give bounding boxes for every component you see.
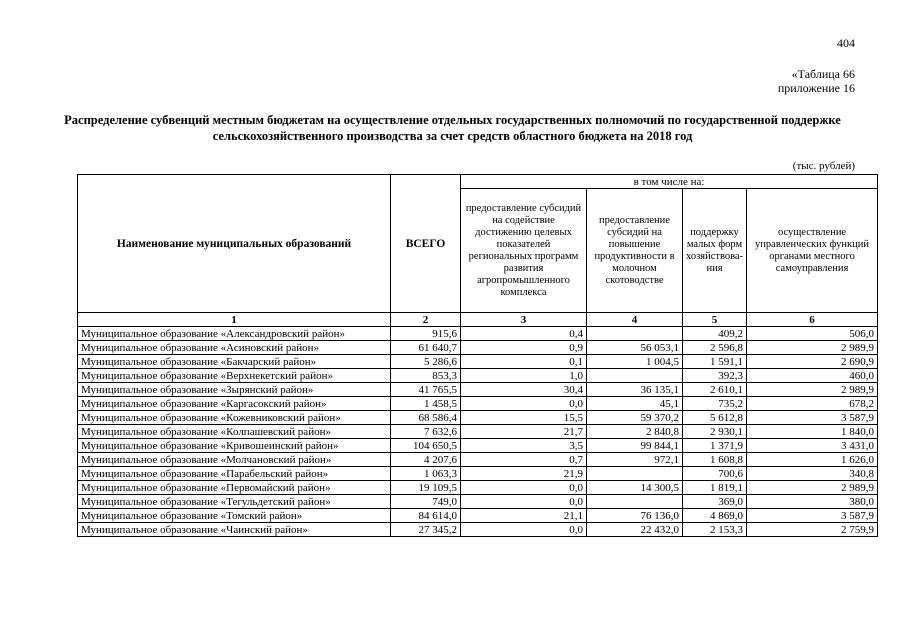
total-value: 5 286,6 — [391, 355, 461, 369]
management-functions-value: 3 587,9 — [747, 411, 878, 425]
table-row — [78, 495, 878, 509]
table-row — [78, 509, 878, 523]
municipality-name: Муниципальное образование «Чаинский район» — [78, 523, 391, 537]
municipality-name: Муниципальное образование «Томский район» — [78, 509, 391, 523]
management-functions-value: 678,2 — [747, 397, 878, 411]
table-row — [78, 369, 878, 383]
management-functions-value: 380,0 — [747, 495, 878, 509]
management-functions-value: 2 989,9 — [747, 341, 878, 355]
page-number: 404 — [837, 36, 855, 50]
total-value: 1 458,5 — [391, 397, 461, 411]
table-row — [78, 355, 878, 369]
management-functions-value: 506,0 — [747, 327, 878, 341]
dairy-subsidy-value: 2 840,8 — [587, 425, 683, 439]
management-functions-value: 460,0 — [747, 369, 878, 383]
table-reference-line1: «Таблица 66 — [791, 67, 855, 81]
agro-program-value: 0,1 — [461, 355, 587, 369]
small-farms-value: 700,6 — [683, 467, 747, 481]
management-functions-value: 1 626,0 — [747, 453, 878, 467]
total-value: 749,0 — [391, 495, 461, 509]
agro-program-value: 0,0 — [461, 397, 587, 411]
small-farms-value: 2 610,1 — [683, 383, 747, 397]
column-number: 4 — [587, 313, 683, 327]
management-functions-value: 340,8 — [747, 467, 878, 481]
total-value: 27 345,2 — [391, 523, 461, 537]
small-farms-value: 409,2 — [683, 327, 747, 341]
units-label: (тыс. рублей) — [792, 160, 855, 172]
municipality-name: Муниципальное образование «Каргасокский район» — [78, 397, 391, 411]
table-row — [78, 481, 878, 495]
total-value: 7 632,6 — [391, 425, 461, 439]
dairy-subsidy-value — [587, 369, 683, 383]
management-functions-value: 2 989,9 — [747, 481, 878, 495]
management-functions-value: 2 989,9 — [747, 383, 878, 397]
dairy-subsidy-value: 45,1 — [587, 397, 683, 411]
agro-program-value: 3,5 — [461, 439, 587, 453]
dairy-subsidy-value: 76 136,0 — [587, 509, 683, 523]
total-value: 19 109,5 — [391, 481, 461, 495]
agro-program-value: 1,0 — [461, 369, 587, 383]
small-farms-value: 1 608,8 — [683, 453, 747, 467]
management-functions-value: 3 431,0 — [747, 439, 878, 453]
small-farms-value: 369,0 — [683, 495, 747, 509]
small-farms-value: 5 612,8 — [683, 411, 747, 425]
table-row — [78, 383, 878, 397]
table-row — [78, 467, 878, 481]
table-row — [78, 411, 878, 425]
header-total: ВСЕГО — [391, 175, 461, 313]
dairy-subsidy-value: 36 135,1 — [587, 383, 683, 397]
small-farms-value: 4 869,0 — [683, 509, 747, 523]
dairy-subsidy-value — [587, 467, 683, 481]
table-row — [78, 327, 878, 341]
dairy-subsidy-value: 99 844,1 — [587, 439, 683, 453]
column-number: 6 — [747, 313, 878, 327]
dairy-subsidy-value — [587, 495, 683, 509]
header-col3: предоставление субсидий на содействие достижению целевых показателей региональных программ развития агропромышленного комплекса — [461, 189, 587, 313]
small-farms-value: 2 930,1 — [683, 425, 747, 439]
header-col6: осуществление управленческих функций органами местного самоуправления — [747, 189, 878, 313]
municipality-name: Муниципальное образование «Асиновский район» — [78, 341, 391, 355]
total-value: 853,3 — [391, 369, 461, 383]
agro-program-value: 0,0 — [461, 495, 587, 509]
table-body — [78, 327, 878, 537]
municipality-name: Муниципальное образование «Верхнекетский район» — [78, 369, 391, 383]
agro-program-value: 0,0 — [461, 523, 587, 537]
municipality-name: Муниципальное образование «Первомайский район» — [78, 481, 391, 495]
header-name: Наименование муниципальных образований — [78, 175, 391, 313]
header-group: в том числе на: — [461, 175, 878, 189]
municipality-name: Муниципальное образование «Парабельский район» — [78, 467, 391, 481]
municipality-name: Муниципальное образование «Александровский район» — [78, 327, 391, 341]
small-farms-value: 2 153,3 — [683, 523, 747, 537]
dairy-subsidy-value: 59 370,2 — [587, 411, 683, 425]
small-farms-value: 1 591,1 — [683, 355, 747, 369]
agro-program-value: 30,4 — [461, 383, 587, 397]
small-farms-value: 1 819,1 — [683, 481, 747, 495]
agro-program-value: 0,9 — [461, 341, 587, 355]
column-number: 1 — [78, 313, 391, 327]
total-value: 61 640,7 — [391, 341, 461, 355]
header-col4: предоставление субсидий на повышение продуктивности в молочном скотоводстве — [587, 189, 683, 313]
small-farms-value: 1 371,9 — [683, 439, 747, 453]
total-value: 68 586,4 — [391, 411, 461, 425]
municipality-name: Муниципальное образование «Бакчарский район» — [78, 355, 391, 369]
municipality-name: Муниципальное образование «Кривошеинский район» — [78, 439, 391, 453]
total-value: 4 207,6 — [391, 453, 461, 467]
management-functions-value: 2 690,9 — [747, 355, 878, 369]
subvention-table — [77, 174, 878, 537]
table-row — [78, 523, 878, 537]
small-farms-value: 392,3 — [683, 369, 747, 383]
table-reference — [778, 67, 855, 95]
small-farms-value: 735,2 — [683, 397, 747, 411]
total-value: 104 650,5 — [391, 439, 461, 453]
table-row — [78, 397, 878, 411]
table-row — [78, 425, 878, 439]
agro-program-value: 0,4 — [461, 327, 587, 341]
dairy-subsidy-value: 14 300,5 — [587, 481, 683, 495]
agro-program-value: 21,9 — [461, 467, 587, 481]
column-number: 5 — [683, 313, 747, 327]
column-number: 2 — [391, 313, 461, 327]
small-farms-value: 2 596,8 — [683, 341, 747, 355]
municipality-name: Муниципальное образование «Кожевниковский район» — [78, 411, 391, 425]
agro-program-value: 21,1 — [461, 509, 587, 523]
total-value: 915,6 — [391, 327, 461, 341]
document-title: Распределение субвенций местным бюджетам на осуществление отдельных государственных полномочий по государственной поддержке сельскохозяйственного производства за счет средств областного бюджета на 2018 год — [64, 113, 841, 143]
column-number-row — [78, 313, 878, 327]
dairy-subsidy-value: 22 432,0 — [587, 523, 683, 537]
table-row — [78, 453, 878, 467]
municipality-name: Муниципальное образование «Молчановский район» — [78, 453, 391, 467]
total-value: 41 765,5 — [391, 383, 461, 397]
agro-program-value: 0,7 — [461, 453, 587, 467]
dairy-subsidy-value: 972,1 — [587, 453, 683, 467]
dairy-subsidy-value — [587, 327, 683, 341]
municipality-name: Муниципальное образование «Колпашевский район» — [78, 425, 391, 439]
column-number: 3 — [461, 313, 587, 327]
agro-program-value: 21,7 — [461, 425, 587, 439]
municipality-name: Муниципальное образование «Зырянский район» — [78, 383, 391, 397]
total-value: 84 614,0 — [391, 509, 461, 523]
total-value: 1 063,3 — [391, 467, 461, 481]
header-col5: поддержку малых форм хозяйствова-ния — [683, 189, 747, 313]
table-reference-line2: приложение 16 — [777, 81, 855, 95]
management-functions-value: 1 840,0 — [747, 425, 878, 439]
agro-program-value: 15,5 — [461, 411, 587, 425]
dairy-subsidy-value: 56 053,1 — [587, 341, 683, 355]
management-functions-value: 2 759,9 — [747, 523, 878, 537]
municipality-name: Муниципальное образование «Тегульдетский район» — [78, 495, 391, 509]
table-row — [78, 341, 878, 355]
table-row — [78, 439, 878, 453]
agro-program-value: 0,0 — [461, 481, 587, 495]
dairy-subsidy-value: 1 004,5 — [587, 355, 683, 369]
management-functions-value: 3 587,9 — [747, 509, 878, 523]
